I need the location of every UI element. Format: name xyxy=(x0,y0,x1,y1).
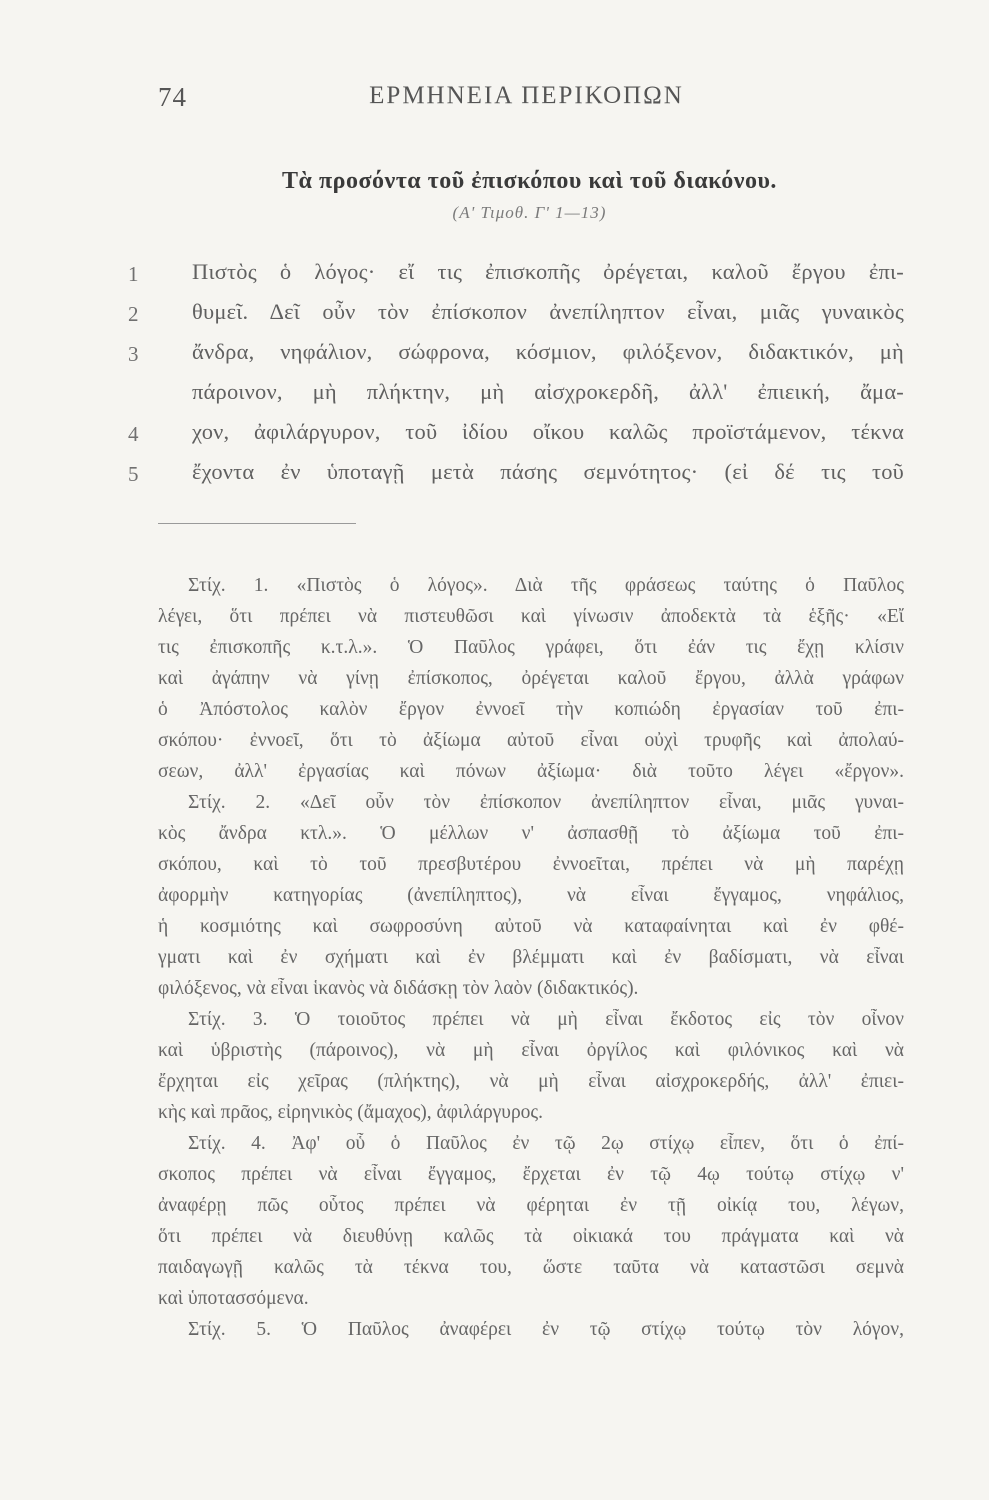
section-title: Τὰ προσόντα τοῦ ἐπισκόπου καὶ τοῦ διακόνου. xyxy=(282,168,777,194)
commentary-line: λέγει, ὅτι πρέπει νὰ πιστευθῶσι καὶ γίνωσιν ἀποδεκτὰ τὰ ἑξῆς· «Εἴ xyxy=(158,606,904,627)
footnote-separator xyxy=(158,523,356,524)
commentary-line: ὅτι πρέπει νὰ διευθύνῃ καλῶς τὰ οἰκιακά του πράγματα καὶ νὰ xyxy=(158,1226,904,1247)
commentary-line: φιλόξενος, νὰ εἶναι ἱκανὸς νὰ διδάσκῃ τὸν λαὸν (διδακτικός). xyxy=(158,978,639,999)
scripture-reference: (Α' Τιμοθ. Γ' 1—13) xyxy=(452,203,607,222)
commentary-line: παιδαγωγῇ καλῶς τὰ τέκνα του, ὥστε ταῦτα νὰ καταστῶσι σεμνὰ xyxy=(158,1257,904,1278)
commentary-line: σκόπου, καὶ τὸ τοῦ πρεσβυτέρου ἐννοεῖται, πρέπει νὰ μὴ παρέχῃ xyxy=(158,854,904,875)
commentary-line: σκόπου· ἐννοεῖ, ὅτι τὸ ἀξίωμα αὐτοῦ εἶναι οὐχὶ τρυφῆς καὶ ἀπολαύ- xyxy=(158,730,904,751)
commentary-line: Στίχ. 2. «Δεῖ οὖν τὸν ἐπίσκοπον ἀνεπίληπτον εἶναι, μιᾶς γυναι- xyxy=(188,792,904,813)
verse-number: 4 xyxy=(128,422,139,446)
commentary-line: κὴς καὶ πρᾶος, εἰρηνικὸς (ἄμαχος), ἀφιλάργυρος. xyxy=(158,1102,544,1123)
scripture-line: ἔχοντα ἐν ὑποταγῇ μετὰ πάσης σεμνότητος· (εἰ δέ τις τοῦ xyxy=(192,459,904,484)
commentary-line: Στίχ. 1. «Πιστὸς ὁ λόγος». Διὰ τῆς φράσεως ταύτης ὁ Παῦλος xyxy=(188,575,904,596)
commentary-line: Στίχ. 5. Ὁ Παῦλος ἀναφέρει ἐν τῷ στίχῳ τούτῳ τὸν λόγον, xyxy=(188,1319,904,1340)
commentary-line: γματι καὶ ἐν σχήματι καὶ ἐν βλέμματι καὶ ἐν βαδίσματι, νὰ εἶναι xyxy=(158,947,904,968)
verse-number: 5 xyxy=(128,462,139,486)
commentary-line: καὶ ὑβριστὴς (πάροινος), νὰ μὴ εἶναι ὀργίλος καὶ φιλόνικος καὶ νὰ xyxy=(158,1040,904,1061)
commentary-line: σεων, ἀλλ' ἐργασίας καὶ πόνων ἀξίωμα· διὰ τοῦτο λέγει «ἔργον». xyxy=(158,761,904,782)
scripture-line: ἄνδρα, νηφάλιον, σώφρονα, κόσμιον, φιλόξενον, διδακτικόν, μὴ xyxy=(192,339,904,364)
verse-number: 3 xyxy=(128,342,139,366)
commentary-line: κὸς ἄνδρα κτλ.». Ὁ μέλλων ν' ἀσπασθῇ τὸ ἀξίωμα τοῦ ἐπι- xyxy=(158,823,904,844)
verse-number: 2 xyxy=(128,302,139,326)
commentary-line: ὁ Ἀπόστολος καλὸν ἔργον ἐννοεῖ τὴν κοπιώδη ἐργασίαν τοῦ ἐπι- xyxy=(158,699,904,720)
commentary-line: ἔρχηται εἰς χεῖρας (πλήκτης), νὰ μὴ εἶναι αἰσχροκερδής, ἀλλ' ἐπιει- xyxy=(158,1071,904,1092)
commentary-line: ἀφορμὴν κατηγορίας (ἀνεπίληπτος), νὰ εἶναι ἔγγαμος, νηφάλιος, xyxy=(158,885,904,906)
commentary-line: καὶ ἀγάπην νὰ γίνῃ ἐπίσκοπος, ὀρέγεται καλοῦ ἔργου, ἀλλὰ γράφων xyxy=(158,668,904,689)
commentary-line: τις ἐπισκοπῆς κ.τ.λ.». Ὁ Παῦλος γράφει, ὅτι ἐάν τις ἔχῃ κλίσιν xyxy=(158,637,904,658)
scripture-line: πάροινον, μὴ πλήκτην, μὴ αἰσχροκερδῆ, ἀλλ' ἐπιεική, ἄμα- xyxy=(192,379,904,404)
book-title: ΕΡΜΗΝΕΙΑ ΠΕΡΙΚΟΠΩΝ xyxy=(369,82,684,109)
running-head xyxy=(158,82,895,122)
commentary-line: Στίχ. 4. Ἀφ' οὗ ὁ Παῦλος ἐν τῷ 2ῳ στίχῳ εἶπεν, ὅτι ὁ ἐπί- xyxy=(188,1133,904,1154)
commentary-line: σκοπος πρέπει νὰ εἶναι ἔγγαμος, ἔρχεται ἐν τῷ 4ῳ τούτῳ στίχῳ ν' xyxy=(158,1164,904,1185)
commentary-line: ἀναφέρῃ πῶς οὗτος πρέπει νὰ φέρηται ἐν τῇ οἰκίᾳ του, λέγων, xyxy=(158,1195,904,1216)
scripture-line: χον, ἀφιλάργυρον, τοῦ ἰδίου οἴκου καλῶς προϊστάμενον, τέκνα xyxy=(192,419,904,444)
commentary-line: ἡ κοσμιότης καὶ σωφροσύνη αὐτοῦ νὰ καταφαίνηται καὶ ἐν φθέ- xyxy=(158,916,904,937)
page-number: 74 xyxy=(158,82,187,112)
scripture-line: θυμεῖ. Δεῖ οὖν τὸν ἐπίσκοπον ἀνεπίληπτον εἶναι, μιᾶς γυναικὸς xyxy=(192,299,904,324)
commentary-line: Στίχ. 3. Ὁ τοιοῦτος πρέπει νὰ μὴ εἶναι ἔκδοτος εἰς τὸν οἶνον xyxy=(188,1009,904,1030)
verse-number: 1 xyxy=(128,262,139,286)
commentary-line: καὶ ὑποτασσόμενα. xyxy=(158,1288,309,1309)
scripture-line: Πιστὸς ὁ λόγος· εἴ τις ἐπισκοπῆς ὀρέγεται, καλοῦ ἔργου ἐπι- xyxy=(192,259,904,284)
